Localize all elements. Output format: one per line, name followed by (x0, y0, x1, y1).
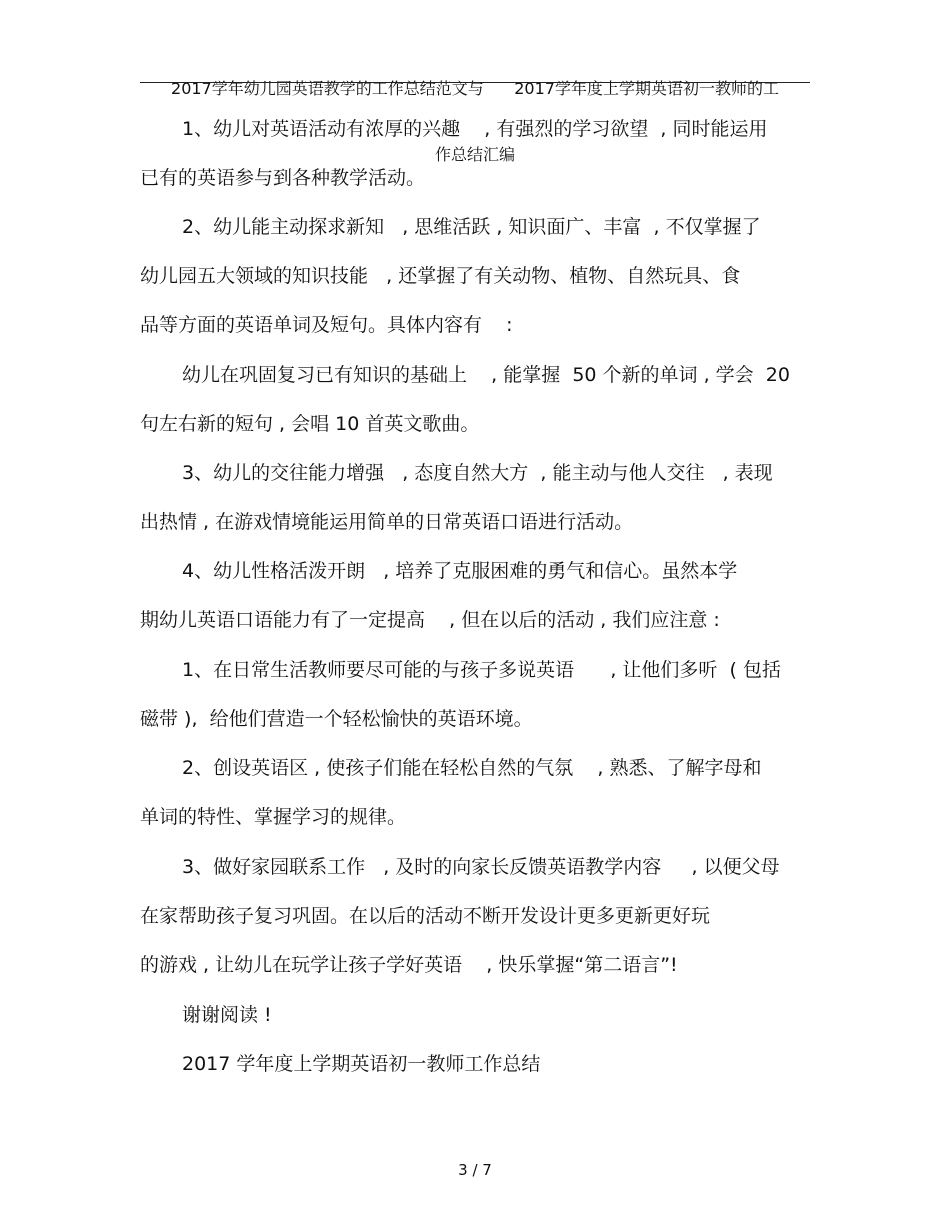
paragraph-line: 品等方面的英语单词及短句。具体内容有 : (140, 314, 513, 336)
header-title-line-2: 作总结汇编 (434, 145, 515, 164)
closing-thanks: 谢谢阅读 ! (182, 1004, 272, 1026)
paragraph-line: 的游戏 , 让幼儿在玩学让孩子学好英语 , 快乐掌握“第二语言”! (140, 954, 678, 976)
paragraph-line: 期幼儿英语口语能力有了一定提高 , 但在以后的活动 , 我们应注意 : (140, 609, 720, 631)
paragraph-line: 3、做好家园联系工作 , 及时的向家长反馈英语教学内容 , 以便父母 (182, 856, 780, 878)
header-divider (140, 82, 810, 83)
page-number: 3 / 7 (458, 1161, 492, 1179)
paragraph-line: 磁带 ), 给他们营造一个轻松愉快的英语环境。 (140, 708, 533, 730)
paragraph-line: 1、幼儿对英语活动有浓厚的兴趣 , 有强烈的学习欲望 , 同时能运用 (182, 118, 768, 140)
paragraph-line: 在家帮助孩子复习巩固。在以后的活动不断开发设计更多更新更好玩 (140, 905, 711, 927)
paragraph-line: 幼儿在巩固复习已有知识的基础上 , 能掌握 50 个新的单词 , 学会 20 (182, 364, 790, 386)
paragraph-line: 已有的英语参与到各种教学活动。 (140, 167, 426, 189)
paragraph-line: 2、创设英语区 , 使孩子们能在轻松自然的气氛 , 熟悉、了解字母和 (182, 757, 762, 779)
header-title-line-1: 2017学年幼儿园英语教学的工作总结范文与 2017学年度上学期英语初一教师的工 (171, 79, 779, 98)
page-header (140, 34, 810, 188)
paragraph-line: 3、幼儿的交往能力增强 , 态度自然大方 , 能主动与他人交往 , 表现 (182, 462, 773, 484)
paragraph-line: 句左右新的短句 , 会唱 10 首英文歌曲。 (140, 413, 480, 435)
paragraph-line: 单词的特性、掌握学习的规律。 (140, 806, 407, 828)
paragraph-line: 4、幼儿性格活泼开朗 , 培养了克服困难的勇气和信心。虽然本学 (182, 560, 738, 582)
next-section-title: 2017 学年度上学期英语初一教师工作总结 (182, 1053, 541, 1075)
paragraph-line: 出热情 , 在游戏情境能运用简单的日常英语口语进行活动。 (140, 511, 634, 533)
paragraph-line: 2、幼儿能主动探求新知 , 思维活跃 , 知识面广、丰富 , 不仅掌握了 (182, 216, 761, 238)
paragraph-line: 幼儿园五大领域的知识技能 , 还掌握了有关动物、植物、自然玩具、食 (140, 265, 741, 287)
paragraph-line: 1、在日常生活教师要尽可能的与孩子多说英语 , 让他们多听 ( 包括 (182, 659, 781, 681)
